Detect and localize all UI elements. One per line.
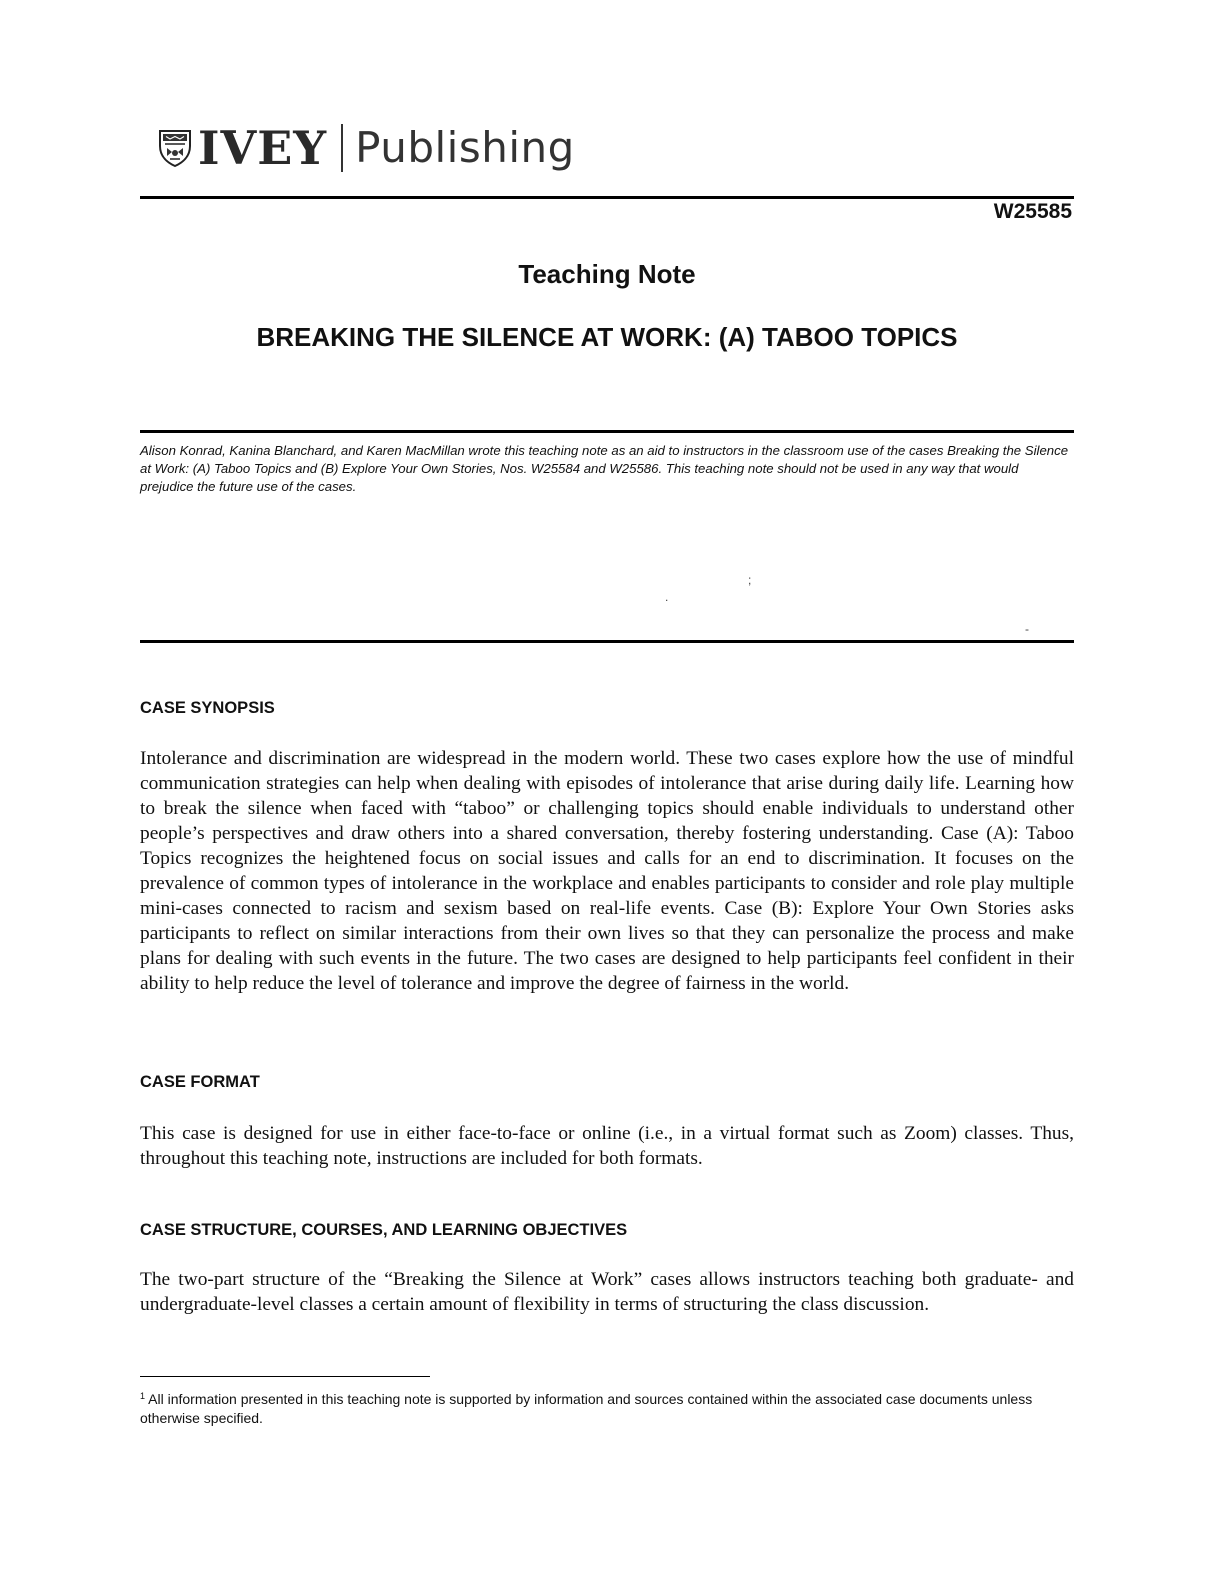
logo-brand: IVEY xyxy=(198,121,328,175)
footnote-rule xyxy=(140,1376,430,1377)
stray-mark: . xyxy=(665,590,669,604)
stray-mark: - xyxy=(1025,622,1029,636)
section-body-case-format: This case is designed for use in either face-to-face or online (i.e., in a virtual format such as Zoom) classes. Thus, throughout this teaching note, instructions are included for both formats. xyxy=(140,1123,1074,1169)
logo-divider xyxy=(341,124,343,172)
footnote-marker: 1 xyxy=(140,1391,146,1401)
logo-suffix: Publishing xyxy=(355,123,575,172)
university-crest-icon xyxy=(158,128,192,168)
stray-mark: ; xyxy=(748,573,752,587)
section-body-case-structure: The two-part structure of the “Breaking the Silence at Work” cases allows instructors teaching both graduate- and undergraduate-level classes a certain amount of flexibility in terms of structuring the class discussion. xyxy=(140,1269,1074,1315)
authors-note: Alison Konrad, Kanina Blanchard, and Karen MacMillan wrote this teaching note as an aid to instructors in the classroom use of the cases Breaking the Silence at Work: (A) Taboo Topics and (B) Explore Your Own Stories, Nos. W25584 and W25586. This teaching note should not be used in any way that would prejudice the future use of the cases. xyxy=(140,443,1069,494)
note-type-heading: Teaching Note xyxy=(518,259,696,289)
header-rule xyxy=(140,196,1074,199)
page-title: BREAKING THE SILENCE AT WORK: (A) TABOO TOPICS xyxy=(256,322,958,352)
authors-bottom-rule xyxy=(140,640,1074,643)
section-body-case-synopsis: Intolerance and discrimination are widespread in the modern world. These two cases explore how the use of mindful communication strategies can help when dealing with episodes of intolerance that arise during daily life. Learning how to break the silence when faced with “taboo” or challenging topics should enable individuals to understand other people’s perspectives and draw others into a shared conversation, thereby fostering understanding. Case (A): Taboo Topics recognizes the heightened focus on social issues and calls for an end to discrimination. It focuses on the prevalence of common types of intolerance in the workplace and enables participants to consider and role play multiple mini-cases connected to racism and sexism based on real-life events. Case (B): Explore Your Own Stories asks participants to reflect on similar interactions from their own lives so that they can personalize the process and make plans for dealing with such events in the future. The two cases are designed to help participants feel confident in their ability to help reduce the level of tolerance and improve the degree of fairness in the world. xyxy=(140,748,1074,994)
section-heading-case-synopsis: CASE SYNOPSIS xyxy=(140,699,275,717)
footnote xyxy=(140,1387,1074,1428)
case-number: W25585 xyxy=(993,200,1072,223)
section-heading-case-format: CASE FORMAT xyxy=(140,1073,260,1091)
footnote-text: All information presented in this teaching note is supported by information and sources contained within the associated case documents unless otherwise specified. xyxy=(140,1391,1033,1426)
authors-top-rule xyxy=(140,430,1074,433)
ivey-publishing-logo xyxy=(158,116,575,180)
section-heading-case-structure: CASE STRUCTURE, COURSES, AND LEARNING OBJECTIVES xyxy=(140,1221,628,1239)
